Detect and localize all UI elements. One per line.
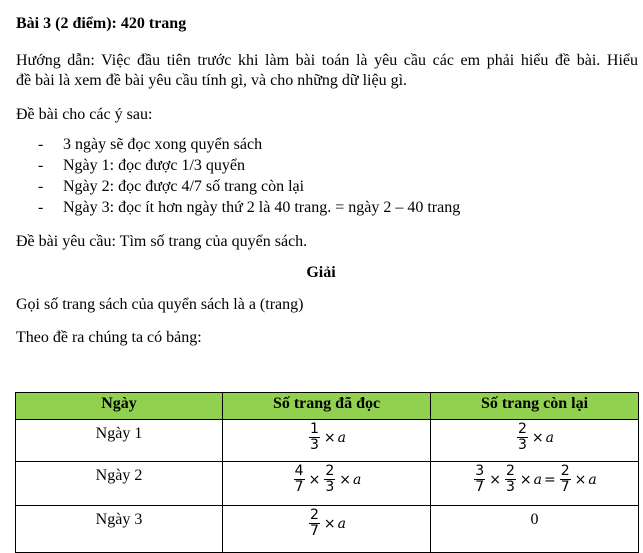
cell-read [223, 462, 431, 506]
cell-read [223, 506, 431, 553]
bullet-dash: - [38, 199, 44, 216]
day-label: Ngày 3 [95, 511, 143, 528]
denominator: 3 [325, 479, 335, 495]
bullet-dash: - [38, 178, 44, 195]
header-pages-remaining: Số trang còn lại [431, 393, 639, 420]
denominator: 7 [309, 523, 319, 539]
table-row [16, 462, 639, 506]
fraction [309, 508, 320, 539]
denominator: 3 [505, 479, 515, 495]
fraction [505, 464, 516, 495]
times-sign: × [323, 515, 336, 532]
cell-day [16, 462, 223, 506]
formula [307, 508, 346, 539]
bullet-dash: - [38, 157, 44, 174]
times-sign: × [339, 471, 351, 488]
bullet-dash: - [38, 136, 44, 153]
formula [472, 464, 596, 495]
times-sign: × [574, 471, 587, 488]
fraction [309, 422, 320, 453]
solution-title: Giải [306, 264, 336, 281]
denominator: 3 [309, 437, 319, 453]
given-intro: Đề bài cho các ý sau: [16, 106, 153, 123]
requirement-text: Đề bài yêu cầu: Tìm số trang của quyển sách. [16, 233, 308, 250]
table-header-row [16, 393, 639, 420]
fraction [294, 464, 305, 495]
list-item-text: Ngày 3: đọc ít hơn ngày thứ 2 là 40 trang. = ngày 2 – 40 trang [63, 199, 461, 216]
denominator: 7 [294, 479, 304, 495]
times-sign: × [519, 471, 532, 488]
denominator: 7 [475, 479, 485, 495]
numerator: 2 [325, 463, 335, 479]
times-sign: × [308, 471, 321, 488]
list-item-text: 3 ngày sẽ đọc xong quyển sách [63, 136, 263, 153]
day-label: Ngày 2 [95, 467, 143, 484]
variable: a [337, 429, 346, 446]
remaining-value: 0 [530, 511, 539, 528]
variable: a [545, 429, 554, 446]
table-row [16, 506, 639, 553]
cell-remaining [431, 420, 639, 462]
cell-day [16, 420, 223, 462]
numerator: 2 [560, 463, 570, 479]
variable: a [337, 515, 346, 532]
exercise-heading: Bài 3 (2 điểm): 420 trang [16, 15, 187, 32]
variable: a [533, 471, 542, 488]
fraction [517, 422, 528, 453]
guide-line-1: Hướng dẫn: Việc đầu tiên trước khi làm bài toán là yêu cầu các em phải hiểu đề bài. Hiểu [16, 52, 638, 69]
times-sign: × [489, 471, 501, 488]
table-row [16, 420, 639, 462]
numerator: 4 [294, 463, 304, 479]
cell-remaining [431, 506, 639, 553]
header-day: Ngày [16, 393, 223, 420]
equals-sign: = [543, 471, 556, 488]
let-statement: Gọi số trang sách của quyển sách là a (trang) [16, 296, 304, 313]
fraction [474, 464, 485, 495]
formula [307, 422, 346, 453]
fraction [324, 464, 335, 495]
formula [292, 464, 362, 495]
list-item-text: Ngày 2: đọc được 4/7 số trang còn lại [63, 178, 305, 195]
numerator: 1 [309, 421, 319, 437]
denominator: 7 [560, 479, 570, 495]
header-pages-read: Số trang đã đọc [223, 393, 431, 420]
times-sign: × [323, 429, 336, 446]
variable: a [352, 471, 362, 488]
numerator: 2 [309, 507, 319, 523]
numerator: 3 [475, 463, 485, 479]
guide-line-2: đề bài là xem đề bài yêu cầu tính gì, và cho những dữ liệu gì. [16, 72, 408, 89]
numerator: 2 [517, 421, 527, 437]
numerator: 2 [505, 463, 515, 479]
denominator: 3 [517, 437, 527, 453]
day-label: Ngày 1 [95, 425, 143, 442]
cell-read [223, 420, 431, 462]
variable: a [588, 471, 597, 488]
times-sign: × [531, 429, 544, 446]
formula [515, 422, 554, 453]
list-item-text: Ngày 1: đọc được 1/3 quyển [63, 157, 245, 174]
table-intro: Theo đề ra chúng ta có bảng: [16, 329, 202, 346]
cell-day [16, 506, 223, 553]
reading-table [15, 392, 639, 553]
fraction [560, 464, 571, 495]
cell-remaining [431, 462, 639, 506]
